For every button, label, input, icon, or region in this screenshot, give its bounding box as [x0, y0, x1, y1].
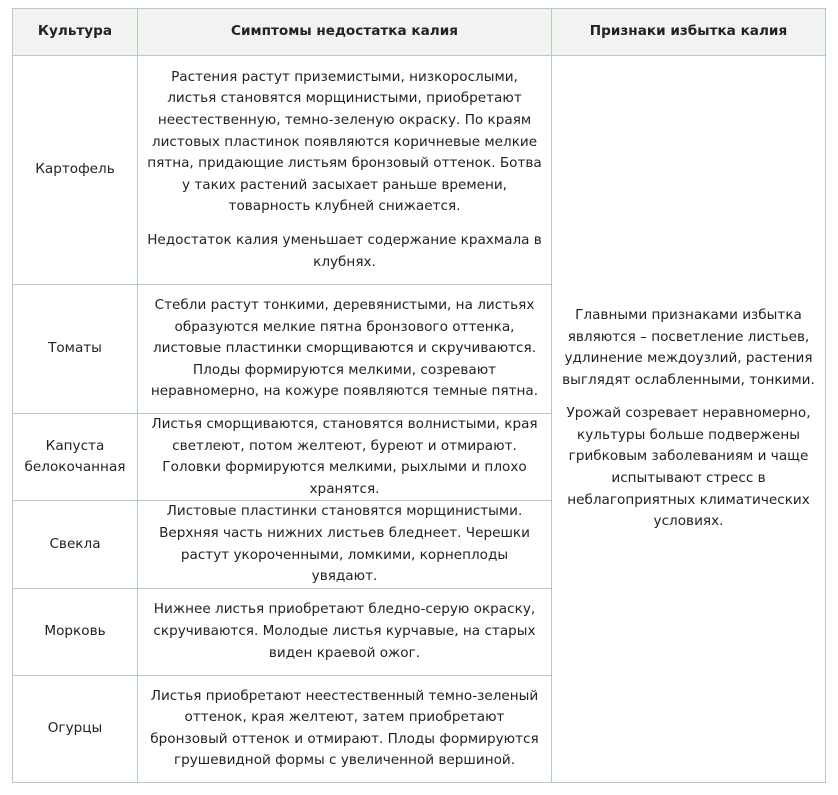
header-crop: Культура — [13, 9, 138, 56]
excess-cell — [552, 56, 826, 783]
crop-cell: Томаты — [13, 285, 138, 414]
deficiency-text: Недостаток калия уменьшает содержание крахмала в клубнях. — [147, 231, 542, 270]
deficiency-text: Стебли растут тонкими, деревянистыми, на листьях образуются мелкие пятна бронзового оттенка, листовые пластинки сморщиваются и скручиваются. Плоды формируются мелкими, созревают неравномерно, на кожуре появляются темные пятна. — [150, 297, 539, 400]
deficiency-text: Листовые пластинки становятся морщинистыми. Верхняя часть нижних листьев бледнеет. Черешки растут укороченными, ломкими, корнеплоды увядают. — [159, 503, 530, 585]
crop-cell: Морковь — [13, 588, 138, 675]
deficiency-cell — [138, 56, 552, 285]
table-header — [13, 9, 826, 56]
deficiency-text: Растения растут приземистыми, низкорослыми, листья становятся морщинистыми, приобретают неестественную, темно-зеленую окраску. По краям листовых пластинок появляются коричневые мелкие пятна, придающие листьям бронзовый оттенок. Ботва у таких растений засыхает раньше времени, товарность клубней снижается. — [147, 68, 542, 215]
table-body — [13, 56, 826, 783]
crop-cell: Свекла — [13, 501, 138, 588]
header-row — [13, 9, 826, 56]
deficiency-cell — [138, 285, 552, 414]
potassium-table — [12, 8, 826, 783]
deficiency-text: Листья сморщиваются, становятся волнистыми, края светлеют, потом желтеют, буреют и отмирают. Головки формируются мелкими, рыхлыми и плохо хранятся. — [151, 416, 538, 497]
crop-cell: Картофель — [13, 56, 138, 285]
header-excess: Признаки избытка калия — [552, 9, 826, 56]
crop-cell: Капуста белокочанная — [13, 414, 138, 501]
deficiency-cell — [138, 675, 552, 782]
deficiency-cell — [138, 414, 552, 501]
deficiency-text: Листья приобретают неестественный темно-зеленый оттенок, края желтеют, затем приобретают бронзовый оттенок и отмирают. Плоды формируются грушевидной формы с увеличенной вершиной. — [150, 687, 539, 769]
deficiency-text: Нижнее листья приобретают бледно-серую окраску, скручиваются. Молодые листья курчавые, на старых виден краевой ожог. — [153, 601, 536, 661]
header-deficiency: Симптомы недостатка калия — [138, 9, 552, 56]
table-row — [13, 56, 826, 285]
crop-cell: Огурцы — [13, 675, 138, 782]
deficiency-cell — [138, 501, 552, 588]
excess-text: Главными признаками избытка являются – посветление листьев, удлинение междоузлий, растения выглядят ослабленными, тонкими. — [562, 306, 815, 388]
deficiency-cell — [138, 588, 552, 675]
excess-text: Урожай созревает неравномерно, культуры больше подвержены грибковым заболеваниям и чаще испытывают стресс в неблагоприятных климатических условиях. — [566, 405, 811, 530]
